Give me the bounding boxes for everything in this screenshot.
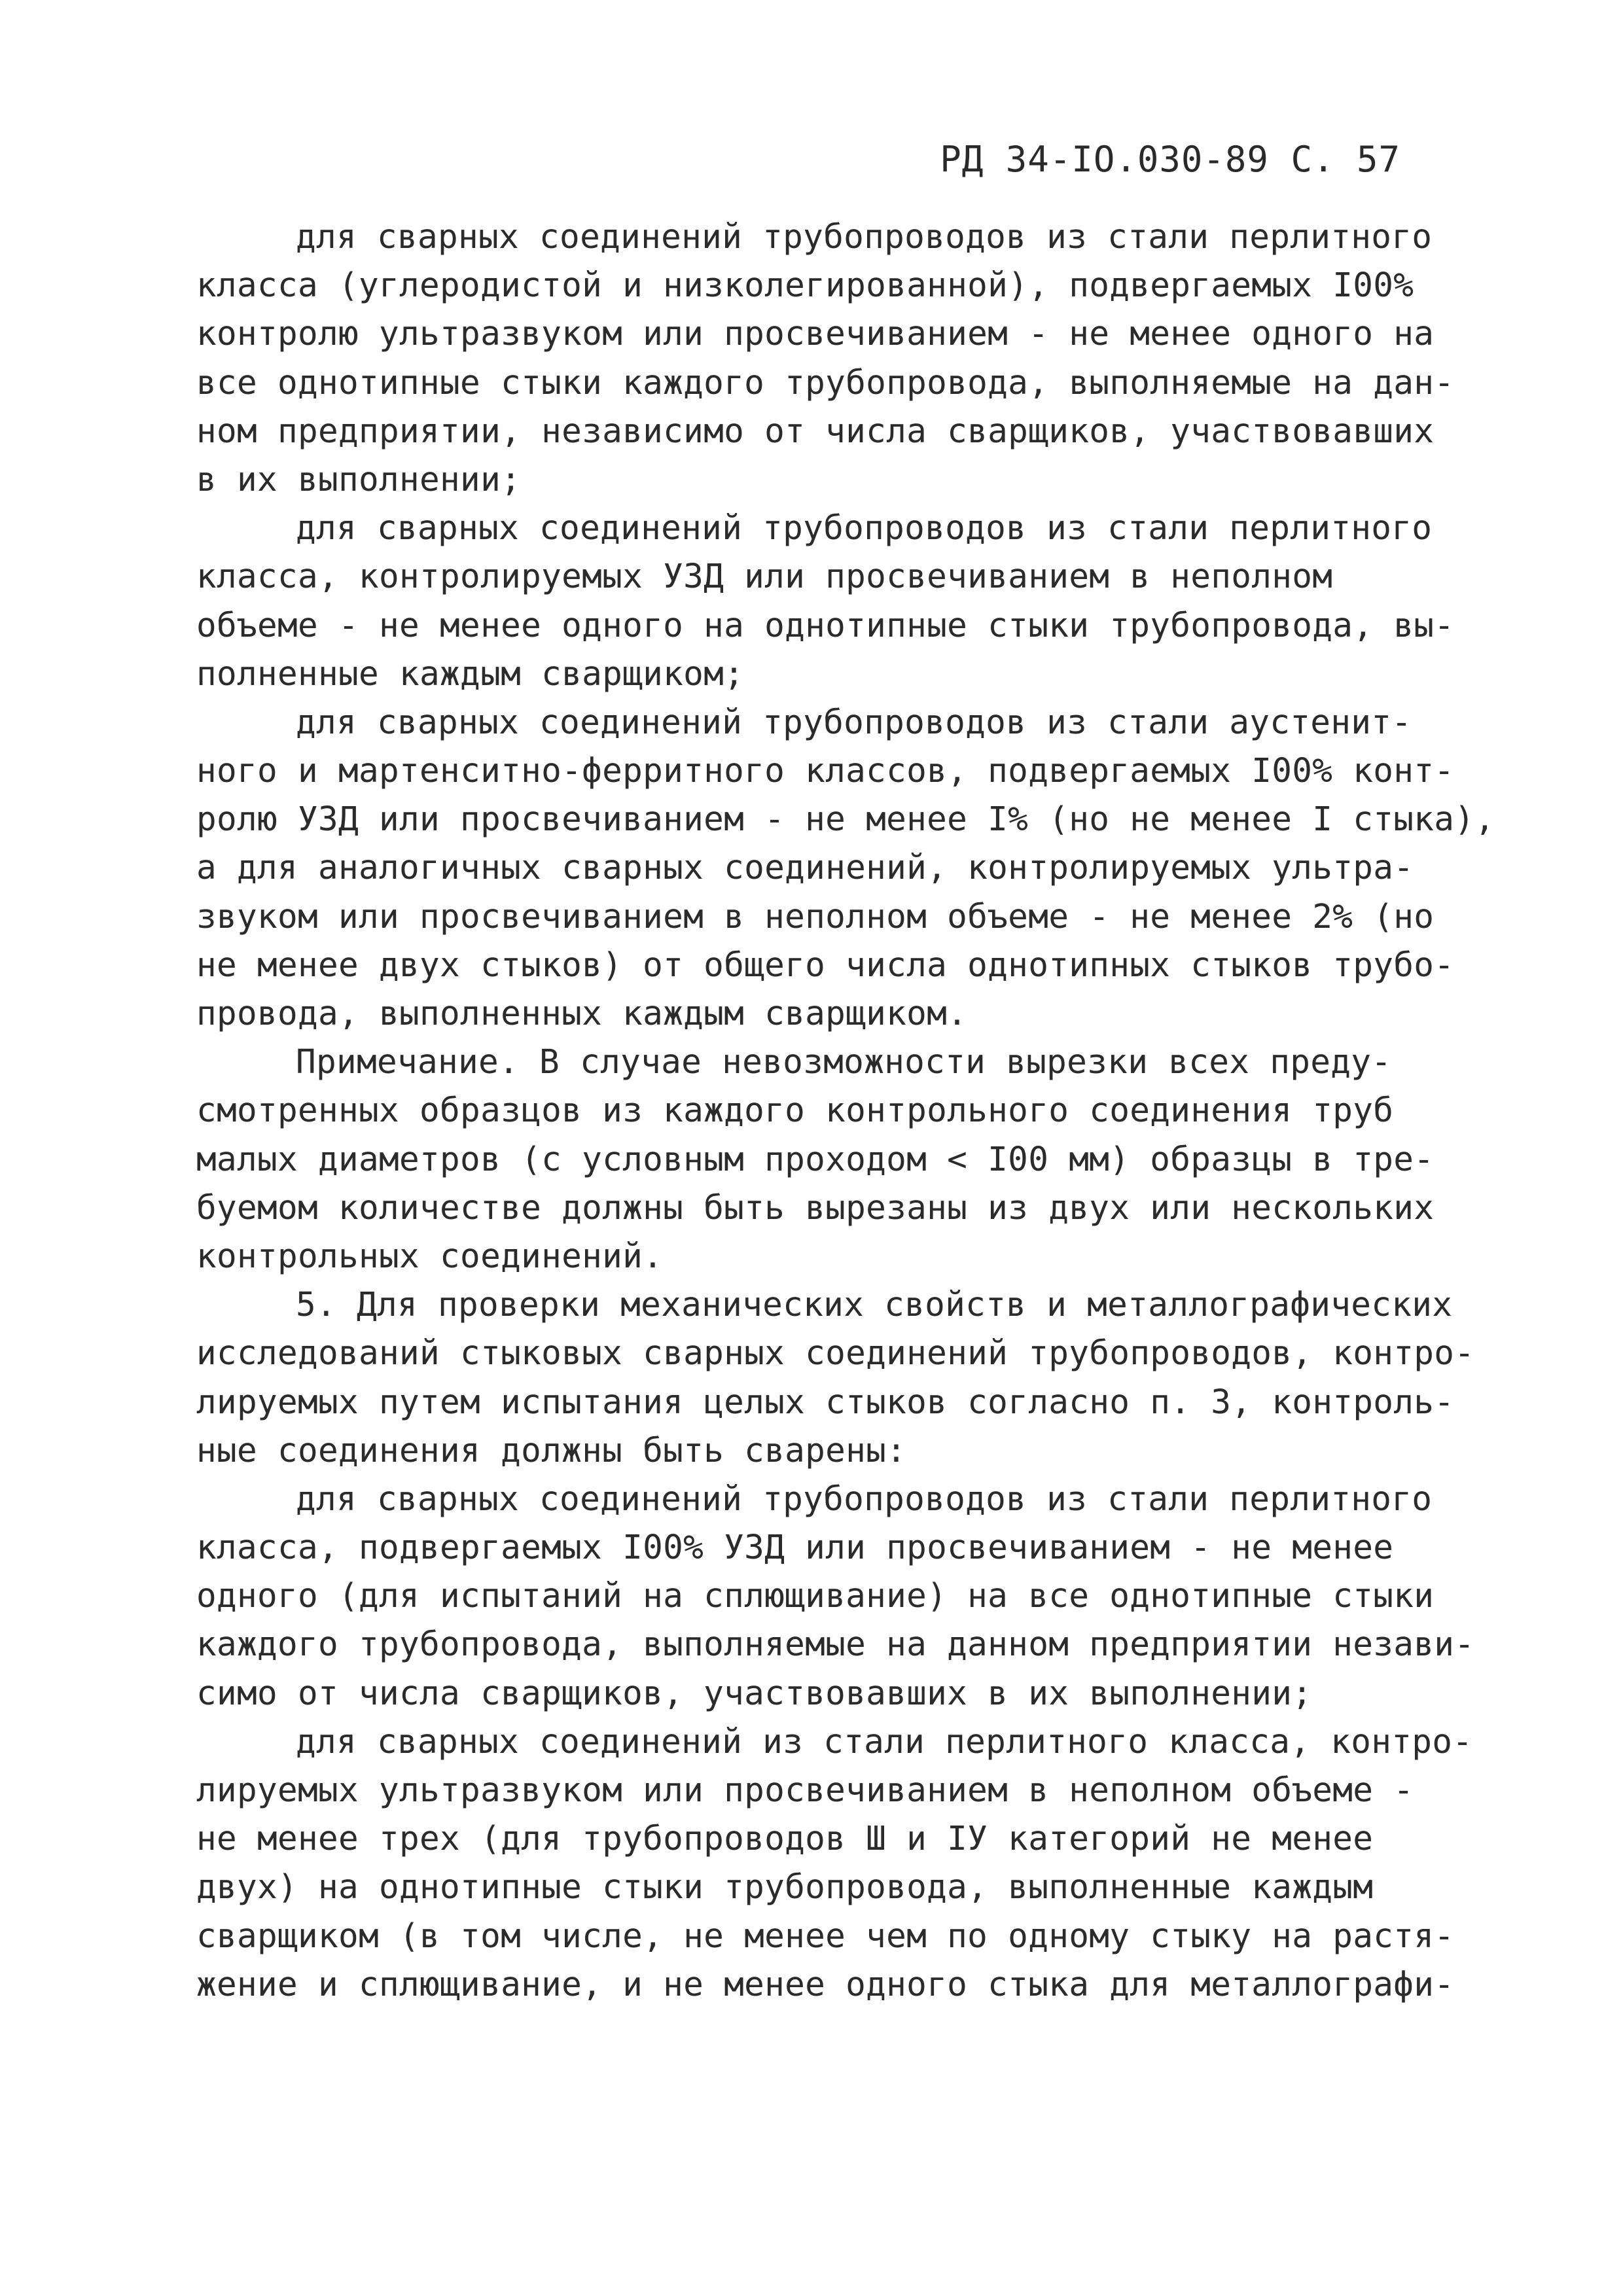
text-line: для сварных соединений трубопроводов из стали перлитного: [296, 509, 1433, 548]
text-line: ные соединения должны быть сварены:: [196, 1431, 907, 1470]
text-line: смотренных образцов из каждого контрольного соединения труб: [196, 1091, 1394, 1131]
text-line: лируемых путем испытания целых стыков согласно п. 3, контроль-: [196, 1383, 1455, 1422]
text-line: для сварных соединений трубопроводов из стали перлитного: [296, 218, 1433, 256]
text-line: буемом количестве должны быть вырезаны из двух или нескольких: [196, 1188, 1435, 1227]
text-line: контролю ультразвуком или просвечиванием - не менее одного на: [196, 315, 1435, 354]
text-line: для сварных соединений из стали перлитного класса, контро-: [296, 1722, 1473, 1761]
text-line: полненные каждым сварщиком;: [196, 654, 745, 694]
text-line: класса (углеродистой и низколегированной), подвергаемых I00%: [196, 266, 1414, 306]
text-line: все однотипные стыки каждого трубопровода, выполняемые на дан-: [196, 363, 1455, 402]
text-line: для сварных соединений трубопроводов из стали перлитного: [296, 1479, 1433, 1519]
text-line: исследований стыковых сварных соединений трубопроводов, контро-: [196, 1334, 1475, 1373]
text-line: каждого трубопровода, выполняемые на данном предприятии незави-: [196, 1625, 1475, 1665]
text-line: класса, подвергаемых I00% УЗД или просвечиванием - не менее: [196, 1528, 1394, 1568]
text-line: ном предприятии, независимо от числа сварщиков, участвовавших: [196, 412, 1435, 451]
text-line: жение и сплющивание, и не менее одного стыка для металлографи-: [196, 1965, 1455, 2004]
page-header: РД 34-IO.030-89 С. 57: [940, 139, 1400, 180]
text-line: 5. Для проверки механических свойств и металлографических: [296, 1286, 1453, 1325]
text-line: двух) на однотипные стыки трубопровода, выполненные каждым: [196, 1868, 1374, 1907]
text-line: Примечание. В случае невозможности вырезки всех преду-: [296, 1043, 1392, 1082]
text-line: не менее двух стыков) от общего числа однотипных стыков трубо-: [196, 945, 1455, 985]
text-line: а для аналогичных сварных соединений, контролируемых ультра-: [196, 849, 1414, 888]
text-line: одного (для испытаний на сплющивание) на все однотипные стыки: [196, 1577, 1435, 1616]
text-line: симо от числа сварщиков, участвовавших в их выполнении;: [196, 1674, 1313, 1713]
text-line: ного и мартенситно-ферритного классов, подвергаемых I00% конт-: [196, 752, 1455, 791]
text-line: для сварных соединений трубопроводов из стали аустенит-: [296, 703, 1412, 742]
text-line: не менее трех (для трубопроводов Ш и IУ категорий не менее: [196, 1820, 1374, 1859]
text-line: провода, выполненных каждым сварщиком.: [196, 995, 968, 1033]
text-line: контрольных соединений.: [196, 1237, 664, 1276]
text-line: звуком или просвечиванием в неполном объеме - не менее 2% (но: [196, 897, 1435, 936]
text-line: малых диаметров (с условным проходом < I00 мм) образцы в тре-: [196, 1140, 1435, 1179]
text-line: лируемых ультразвуком или просвечиванием в неполном объеме -: [196, 1771, 1414, 1810]
document-body: [196, 213, 1495, 2009]
text-line: ролю УЗД или просвечиванием - не менее I% (но не менее I стыка),: [196, 800, 1495, 839]
text-line: объеме - не менее одного на однотипные стыки трубопровода, вы-: [196, 606, 1455, 645]
text-line: класса, контролируемых УЗД или просвечиванием в неполном: [196, 557, 1333, 597]
text-line: сварщиком (в том числе, не менее чем по одному стыку на растя-: [196, 1916, 1455, 1956]
text-line: в их выполнении;: [196, 460, 522, 499]
